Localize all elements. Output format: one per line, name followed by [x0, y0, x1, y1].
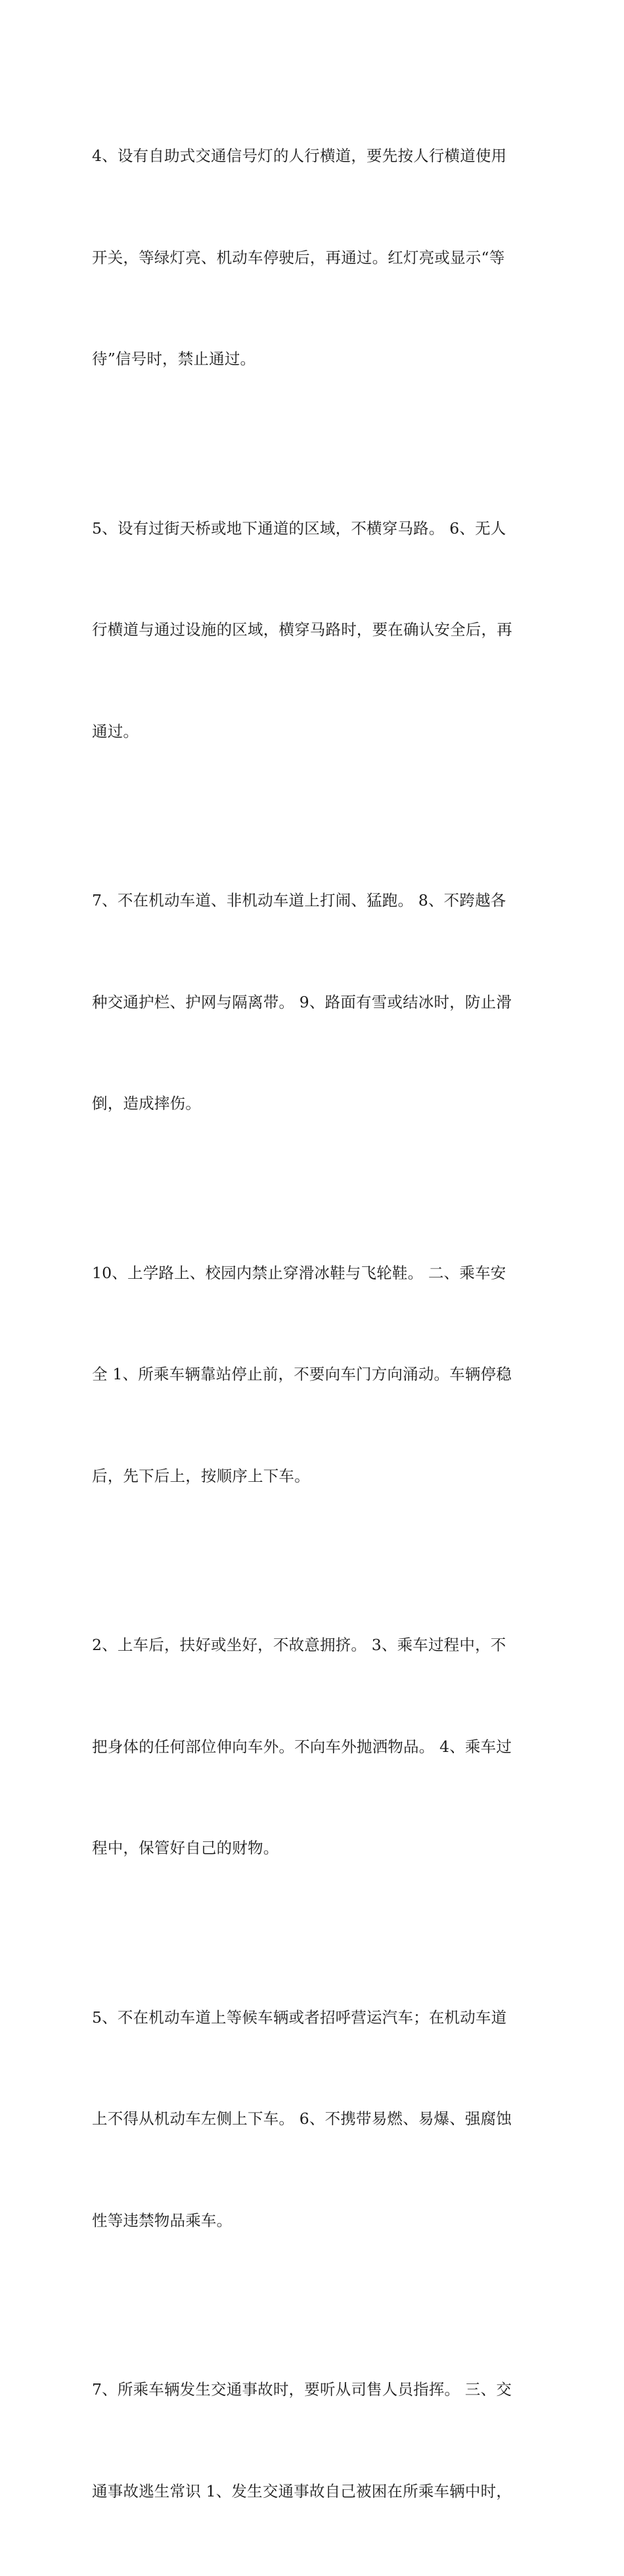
text-line: 通过。: [92, 722, 139, 741]
text-line: 行横道与通过设施的区域，横穿马路时，要在确认安全后，再: [92, 620, 512, 639]
text-line: 全 1、所乘车辆靠站停止前，不要向车门方向涌动。车辆停稳: [92, 1365, 512, 1383]
paragraph-rule-4: [92, 72, 539, 444]
paragraph-rule-10-riding-safety: [92, 1189, 539, 1561]
paragraph-riding-5-6: [92, 1933, 539, 2306]
text-line: 程中，保管好自己的财物。: [92, 1839, 279, 1857]
document-body: [92, 72, 539, 2576]
text-line: 2、上车后，扶好或坐好，不故意拥挤。 3、乘车过程中，不: [92, 1636, 506, 1654]
text-line: 把身体的任何部位伸向车外。不向车外抛洒物品。 4、乘车过: [92, 1737, 512, 1756]
text-line: 4、设有自助式交通信号灯的人行横道，要先按人行横道使用: [92, 147, 507, 165]
text-line: 性等违禁物品乘车。: [92, 2211, 233, 2230]
text-line: 上不得从机动车左侧上下车。 6、不携带易燃、易爆、强腐蚀: [92, 2109, 512, 2128]
text-line: 通事故逃生常识 1、发生交通事故自己被困在所乘车辆中时，: [92, 2481, 512, 2500]
text-line: 5、不在机动车道上等候车辆或者招呼营运汽车；在机动车道: [92, 2008, 507, 2027]
text-line: 7、不在机动车道、非机动车道上打闹、猛跑。 8、不跨越各: [92, 891, 506, 909]
text-line: 开关，等绿灯亮、机动车停驶后，再通过。红灯亮或显示“等: [92, 248, 505, 267]
paragraph-riding-2-3-4: [92, 1561, 539, 1933]
text-line: 倒，造成摔伤。: [92, 1094, 201, 1113]
text-line: 待”信号时，禁止通过。: [92, 350, 256, 368]
text-line: 10、上学路上、校园内禁止穿滑冰鞋与飞轮鞋。 二、乘车安: [92, 1263, 506, 1282]
paragraph-rule-5-6: [92, 444, 539, 817]
paragraph-riding-7-accident-escape: [92, 2305, 539, 2576]
paragraph-rule-7-8-9: [92, 816, 539, 1189]
text-line: 7、所乘车辆发生交通事故时，要听从司售人员指挥。 三、交: [92, 2380, 512, 2399]
text-line: 5、设有过街天桥或地下通道的区域，不横穿马路。 6、无人: [92, 518, 506, 538]
text-line: 后，先下后上，按顺序上下车。: [92, 1466, 310, 1485]
text-line: 种交通护栏、护网与隔离带。 9、路面有雪或结冰时，防止滑: [92, 992, 512, 1011]
